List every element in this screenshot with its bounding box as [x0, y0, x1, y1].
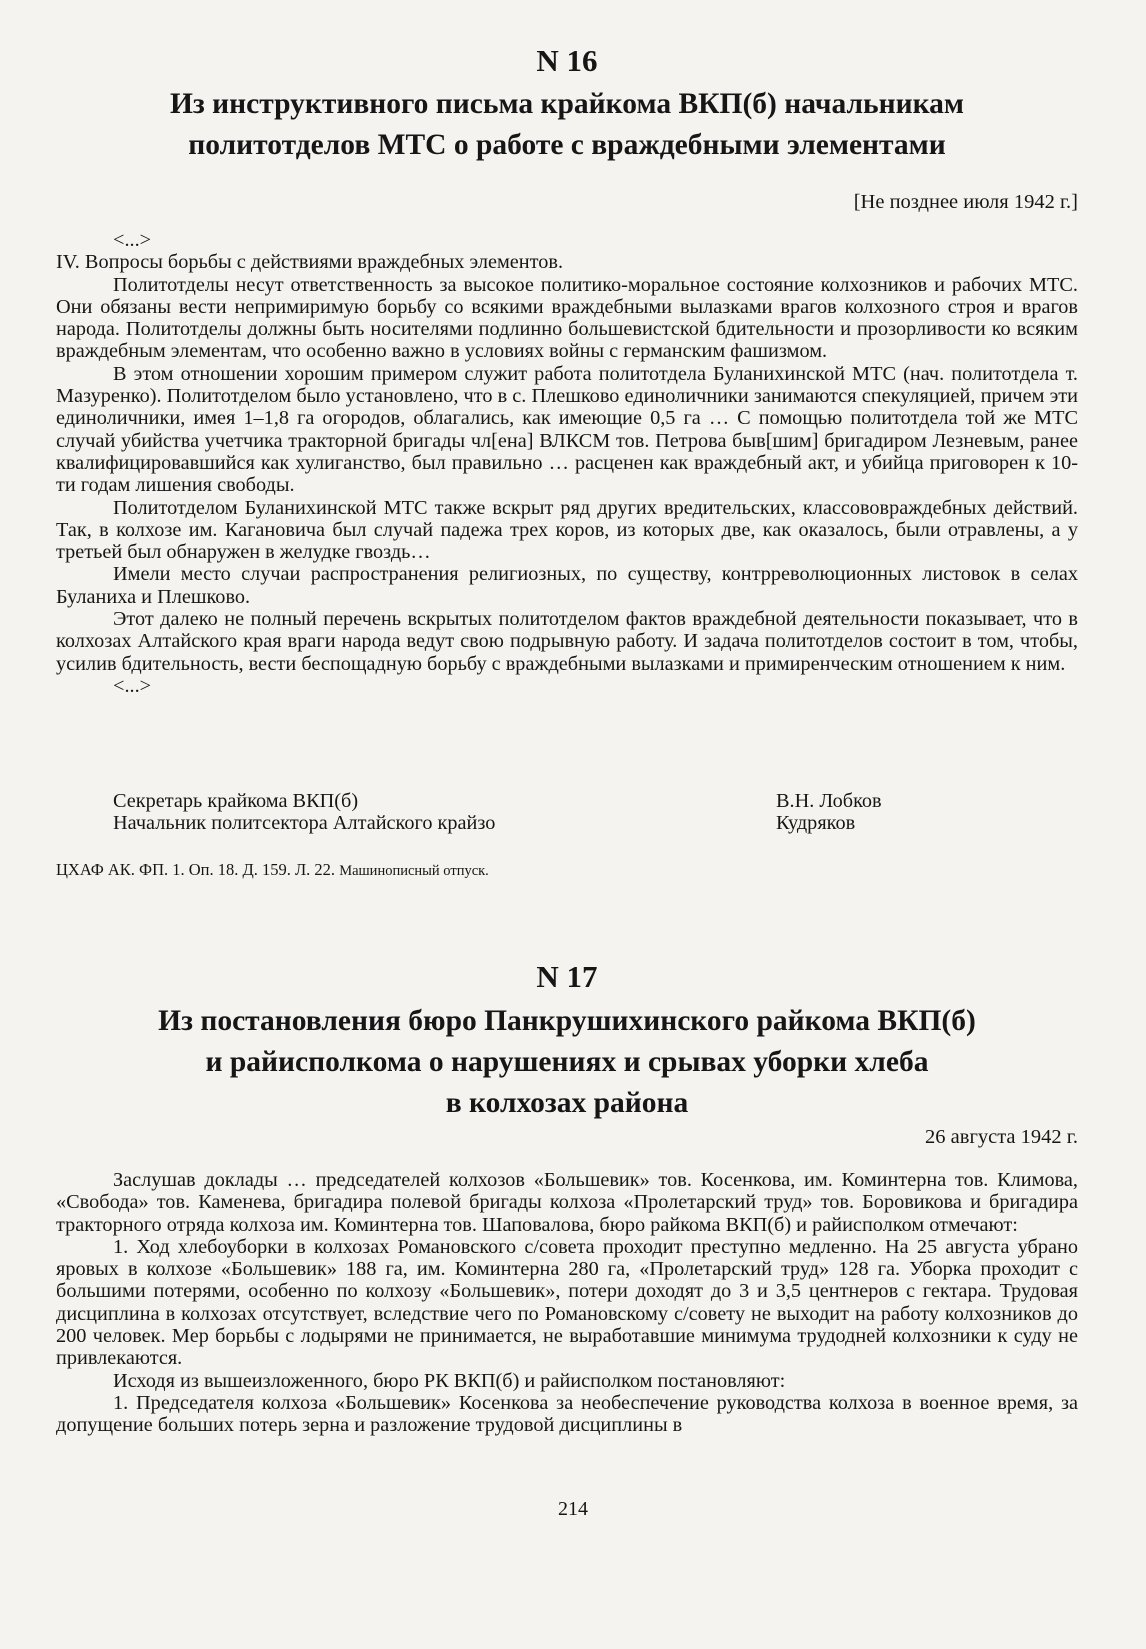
doc17-body	[56, 1169, 1078, 1437]
doc16-paragraph-1: Политотделы несут ответственность за высокое политико-моральное состояние колхозников и рабочих МТС. Они обязаны вести непримиримую борьбу со всякими враждебными вылазками врагов колхозного строя и врагов народа. Политотделы должны быть носителями подлинно большевистской бдительности и прозорливости ко всяким враждебным элементам, что особенно важно в условиях войны с германским фашизмом.	[56, 273, 1078, 363]
doc17-title-line2: и райисполкома о нарушениях и срывах уборки хлеба	[205, 1046, 929, 1078]
signature-row	[56, 790, 1078, 812]
doc16-ellipsis-bottom: <...>	[113, 674, 152, 697]
doc16-paragraph-4: Имели место случаи распространения религиозных, по существу, контрреволюционных листовок в селах Буланиха и Плешково.	[56, 563, 1078, 608]
archive-code: ЦХАФ АК. ФП. 1. Оп. 18. Д. 159. Л. 22.	[56, 860, 336, 879]
signature-name: Кудряков	[776, 812, 856, 835]
doc17-title-line1: Из постановления бюро Панкрушихинского райкома ВКП(б)	[158, 1005, 976, 1037]
doc16-ellipsis-top: <...>	[113, 229, 152, 251]
doc16-signatures	[56, 790, 1078, 835]
doc16-number: N 16	[536, 43, 598, 78]
signature-position: Секретарь крайкома ВКП(б)	[113, 790, 359, 812]
signature-row	[56, 812, 1078, 834]
signature-position: Начальник политсектора Алтайского крайзо	[113, 812, 496, 835]
doc16-paragraph-5: Этот далеко не полный перечень вскрытых политотделом фактов враждебной деятельности показывает, что в колхозах Алтайского края враги народа ведут свою подрывную работу. И задача политотделов состоит в том, чтобы, усилив бдительность, вести беспощадную борьбу с враждебными вылазками и примиренческим отношением к ним.	[56, 608, 1078, 675]
doc17-intro: Заслушав доклады … председателей колхозов «Большевик» тов. Косенкова, им. Коминтерна тов. Климова, «Свобода» тов. Каменева, бригадира полевой бригады колхоза «Пролетарский труд» тов. Боровикова и бригадира тракторного отряда колхоза им. Коминтерна тов. Шаповалова, бюро райкома ВКП(б) и райисполком отмечают:	[56, 1169, 1078, 1236]
doc16-date: [Не позднее июля 1942 г.]	[853, 191, 1078, 213]
page-number: 214	[558, 1498, 588, 1520]
doc16-section-heading: IV. Вопросы борьбы с действиями враждебных элементов.	[56, 251, 564, 274]
doc17-decision-1: 1. Председателя колхоза «Большевик» Косенкова за необеспечение руководства колхоза в военное время, за допущение больших потерь зерна и разложение трудовой дисциплины в	[56, 1391, 1078, 1437]
doc16-title-line1: Из инструктивного письма крайкома ВКП(б) начальникам	[169, 88, 965, 120]
doc17-title	[56, 1001, 1078, 1124]
doc17-number: N 17	[536, 959, 598, 994]
archive-note: Машинописный отпуск.	[339, 863, 489, 879]
doc17-date: 26 августа 1942 г.	[925, 1126, 1078, 1148]
doc17-resolve: Исходя из вышеизложенного, бюро РК ВКП(б) и райисполком постановляют:	[113, 1369, 786, 1392]
doc16-title	[56, 84, 1078, 166]
doc16-title-line2: политотделов МТС о работе с враждебными элементами	[188, 129, 946, 161]
signature-name: В.Н. Лобков	[776, 790, 882, 812]
doc16-body	[56, 229, 1078, 697]
doc17-point-1: 1. Ход хлебоуборки в колхозах Романовского с/совета проходит преступно медленно. На 25 августа убрано яровых в колхозе «Большевик» 188 га, им. Коминтерна 280 га, «Пролетарский труд» 128 га. Уборка проходит с большими потерями, особенно по колхозу «Большевик», потери доходят до 3 и 3,5 центнеров с гектара. Трудовая дисциплина в колхозах отсутствует, вследствие чего по Романовскому с/совету не выходит на работу колхозников до 200 человек. Мер борьбы с лодырями не принимается, не выработавшие минимума трудодней колхозники к суду не привлекаются.	[56, 1235, 1078, 1370]
doc16-archive-reference	[56, 860, 1078, 881]
doc16-paragraph-3: Политотделом Буланихинской МТС также вскрыт ряд других вредительских, классововраждебных действий. Так, в колхозе им. Кагановича был случай падежа трех коров, из которых две, как оказалось, были отравлены, а у третьей был обнаружен в желудке гвоздь…	[56, 496, 1078, 564]
doc16-paragraph-2: В этом отношении хорошим примером служит работа политотдела Буланихинской МТС (нач. политотдела т. Мазуренко). Политотделом было установлено, что в с. Плешково единоличники занимаются спекуляцией, причем эти единоличники, имея 1–1,8 га огородов, облагались, как имеющие 0,5 га … С помощью политотдела той же МТС случай убийства учетчика тракторной бригады чл[ена] ВЛКСМ тов. Петрова быв[шим] бригадиром Лезневым, ранее квалифицировавшийся как хулиганство, был правильно … расценен как враждебный акт, и убийца приговорен к 10-ти годам лишения свободы.	[56, 362, 1078, 497]
doc17-title-line3: в колхозах района	[445, 1087, 689, 1119]
